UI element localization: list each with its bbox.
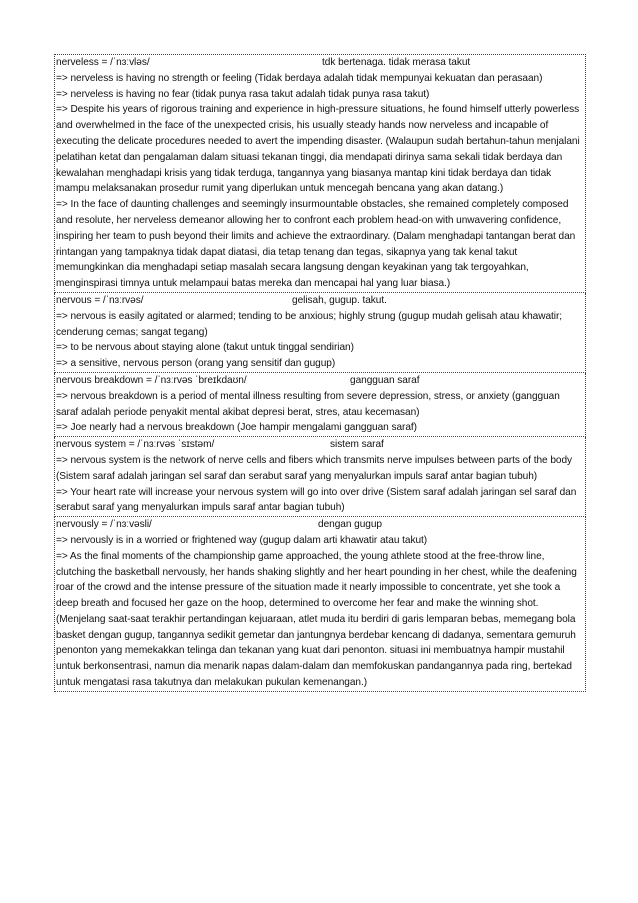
example-line: => Joe nearly had a nervous breakdown (Joe hampir mengalami gangguan saraf)	[56, 422, 417, 434]
definition-line: => nervous breakdown is a period of mental illness resulting from severe depression, stress, or anxiety (gangguan saraf adalah periode penyakit mental akibat depresi berat, stres, atau kecemasan)	[56, 390, 560, 418]
example-line: => Despite his years of rigorous training and experience in high-pressure situations, he found himself utterly powerless and overwhelmed in the face of the unexpected crisis, his usually steady hands now nerveless and incapable of executing the delicate procedures needed to avert the impending disaster. (Walaupun sudah bertahun-tahun menjalani pelatihan ketat dan pengalaman dalam situasi tekanan tinggi, dia mendapati dirinya sama sekali tidak berdaya dan kewalahan menghadapi krisis yang tidak terduga, tangannya yang biasanya mantap kini tidak berdaya dan tidak mampu melaksanakan prosedur rumit yang diperlukan untuk mencegah bencana yang akan datang.)	[56, 104, 580, 195]
entry-header	[56, 293, 584, 309]
gloss: sistem saraf	[330, 439, 384, 451]
headword: nerveless = /ˈnɜːvləs/	[56, 57, 150, 68]
entry-nervously	[54, 517, 586, 692]
definition-line: => nerveless is having no fear (tidak punya rasa takut adalah tidak punya rasa takut)	[56, 88, 430, 100]
gloss: gelisah, gugup. takut.	[292, 294, 387, 306]
definition-line: => nervous is easily agitated or alarmed; tending to be anxious; highly strung (gugup mudah gelisah atau khawatir; cenderung cemas; sangat tegang)	[56, 310, 563, 338]
entry-header	[56, 55, 584, 71]
entry-nervous-system	[54, 437, 586, 517]
example-line: => As the final moments of the championship game approached, the young athlete stood at the free-throw line, clutching the basketball nervously, her hands shaking slightly and her heart pounding in her chest, while the deafening roar of the crowd and the intense pressure of the situation made it nearly impossible to concentrate, yet she took a deep breath and focused her gaze on the hoop, determined to overcome her fear and make the winning shot. (Menjelang saat-saat terakhir pertandingan kejuaraan, atlet muda itu berdiri di garis lemparan bebas, memegang bola basket dengan gugup, tangannya sedikit gemetar dan jantungnya berdebar kencang di dadanya, sementara gemuruh penonton yang memekakkan telinga dan tekanan yang kuat dari penonton. situasi ini membuatnya hampir mustahil untuk berkonsentrasi, namun dia menarik napas dalam-dalam dan memfokuskan pandangannya pada ring, bertekad untuk mengatasi rasa takutnya dan melakukan pukulan kemenangan.)	[56, 550, 577, 689]
headword: nervously = /ˈnɜːvəsli/	[56, 519, 152, 531]
gloss: gangguan saraf	[350, 374, 420, 386]
example-line: => to be nervous about staying alone (takut untuk tinggal sendirian)	[56, 342, 354, 354]
definition-line: => nervously is in a worried or frightened way (gugup dalam arti khawatir atau takut)	[56, 534, 428, 546]
gloss: dengan gugup	[318, 519, 382, 531]
example-line: => In the face of daunting challenges and seemingly insurmountable obstacles, she remained completely composed and resolute, her nerveless demeanor allowing her to confront each problem head-on with unwavering confidence, inspiring her team to push beyond their limits and achieve the extraordinary. (Dalam menghadapi tantangan berat dan rintangan yang tampaknya tidak dapat diatasi, dia tetap tenang dan tegas, sikapnya yang tak kenal takut memungkinkan dia menghadapi setiap masalah secara langsung dengan keyakinan yang tak tergoyahkan, menginspirasi timnya untuk melampaui batas mereka dan mencapai hal yang luar biasa.)	[56, 199, 576, 290]
example-line: => a sensitive, nervous person (orang yang sensitif dan gugup)	[56, 358, 336, 370]
entry-nervous	[54, 293, 586, 373]
headword: nervous system = /ˈnɜːrvəs ˈsɪstəm/	[56, 439, 215, 451]
headword: nervous = /ˈnɜːrvəs/	[56, 294, 144, 306]
definition-line: => nervous system is the network of nerve cells and fibers which transmits nerve impulses between parts of the body (Sistem saraf adalah jaringan sel saraf dan serabut saraf yang menyalurkan impuls saraf antar bagian tubuh)	[56, 454, 573, 482]
entry-header	[56, 437, 584, 453]
entry-nervous-breakdown	[54, 373, 586, 437]
entry-nerveless	[54, 54, 586, 293]
headword: nervous breakdown = /ˈnɜːrvəs ˈbreɪkdaʊn/	[56, 374, 247, 386]
gloss: tdk bertenaga. tidak merasa takut	[322, 57, 471, 68]
entry-header	[56, 373, 584, 389]
definition-line: => nerveless is having no strength or feeling (Tidak berdaya adalah tidak mempunyai kekuatan dan perasaan)	[56, 72, 543, 84]
example-line: => Your heart rate will increase your nervous system will go into over drive (Sistem saraf adalah jaringan sel saraf dan serabut saraf yang menyalurkan impuls saraf antar bagian tubuh)	[56, 486, 577, 514]
vocabulary-table	[54, 54, 586, 692]
entry-header	[56, 517, 584, 533]
